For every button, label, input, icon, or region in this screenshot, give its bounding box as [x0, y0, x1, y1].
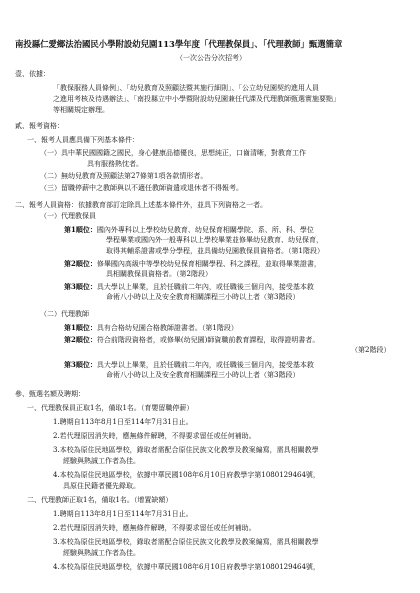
priority-text-continued: 命術八小時以上及安全教育相關課程三小時以上者（第3階段）: [106, 371, 300, 379]
priority-item: [64, 335, 319, 345]
priority-text: 修畢國內高級中等學校幼兒保育相關學程、科之課程，並取得畢業證書，: [96, 260, 321, 268]
priority-text-continued: 具相關教保員資格者。（第2階段）: [106, 270, 212, 278]
priority-item: [64, 282, 314, 292]
category-heading: （二）代理教師: [40, 310, 89, 318]
list-item-continued: 具原住民籍者優先錄取。: [63, 482, 140, 490]
section-heading-qualification: 貳、報考資格：: [15, 122, 64, 130]
priority-text-continued: 取得其輔系證書或學分學程，並具備幼兒園教保員資格者。（第1階段）: [106, 247, 324, 255]
priority-item: [64, 225, 314, 235]
list-item: 2.若代理原因消失時，應無條件解聘，不得要求留任或任何補助。: [53, 524, 256, 532]
basis-line: 之進用考核及待遇辦法」、「南投縣立中小學暨附設幼兒園兼任代課及代理教師甄選實施要點」: [53, 95, 340, 103]
list-item: 3.本校為原住民地區學校，錄取者需配合原住民族文化教學及教案編寫，需具相關教學: [53, 538, 319, 546]
list-item: 4.本校為原住民地區學校，依據中華民國108年6月10日府教學字第1080129464號，: [53, 471, 320, 479]
priority-text: 具有合格幼兒園合格教師證書者。（第1階段）: [96, 324, 238, 332]
priority-item: [64, 259, 321, 269]
priority-text-continued: 學程畢業或國內外一般專科以上學校畢業並修畢幼兒教育、幼兒保育，: [106, 236, 323, 244]
section-heading-basis: 壹、依據：: [15, 70, 50, 78]
list-item: 4.本校為原住民地區學校，依據中華民國108年6月10日府教學字第1080129464號，: [53, 563, 320, 571]
subsection-heading: 一、報考人員應具備下列基本條件：: [27, 136, 139, 144]
list-item-continued: 經驗與熱誠工作者為佳。: [63, 549, 140, 557]
basis-line: 等相關規定辦理。: [53, 106, 109, 114]
priority-label: 第1順位：: [64, 225, 97, 234]
priority-label: 第3順位：: [64, 360, 97, 369]
list-item-continued: 具有服務熱忱者。: [87, 160, 143, 168]
list-item: （二）無幼兒教育及照顧法第27條第1項各款情形者。: [40, 172, 208, 180]
priority-text: 符合前階段資格者，或修畢(幼兒園)師資職前教育課程，取得證明書者。: [96, 336, 320, 344]
page-subtitle: （一次公告分次招考）: [176, 54, 246, 62]
subsection-heading: 一、代理教保員正取1名，備取1名。（育嬰留職停薪）: [27, 404, 194, 412]
list-item: （一）具中華民國國籍之國民，身心健康品德優良，思想純正，口齒清晰，對教育工作: [40, 149, 306, 157]
priority-item: [64, 323, 238, 333]
list-item: 1.聘期自113年8月1日至114年7月31日止。: [53, 510, 193, 518]
priority-text: 具大學以上畢業，且於任職前二年內，或任職後三個月內，接受基本救: [96, 283, 314, 291]
list-item: 1.聘期自113年8月1日至114年7月31日止。: [53, 418, 193, 426]
priority-label: 第2順位：: [64, 259, 97, 268]
basis-line: 「教保服務人員條例」、「幼兒教育及照顧法暨其施行細則」、「公立幼兒園契約進用人員: [53, 84, 319, 92]
category-heading: （一）代理教保員: [40, 212, 96, 220]
subsection-heading: 二、報考人員資格：依據教育部訂定除具上述基本條件外，並具下列資格之一者。: [15, 201, 267, 209]
priority-label: 第3順位：: [64, 282, 97, 291]
list-item: 3.本校為原住民地區學校，錄取者需配合原住民族文化教學及教案編寫，需具相關教學: [53, 446, 319, 454]
priority-text: 具大學以上畢業，且於任職前二年內，或任職後三個月內，接受基本救: [96, 361, 314, 369]
priority-text-continued: 命術八小時以上及安全教育相關課程三小時以上者（第3階段）: [106, 293, 300, 301]
priority-label: 第2順位：: [64, 335, 97, 344]
priority-label: 第1順位：: [64, 323, 97, 332]
list-item: 2.若代理原因消失時，應無條件解聘，不得要求留任或任何補助。: [53, 432, 256, 440]
priority-text: 國內外專科以上學校幼兒教育、幼兒保育相關學院、系、所、科、學位: [96, 226, 314, 234]
list-item-continued: 經驗與熱誠工作者為佳。: [63, 457, 140, 465]
subsection-heading: 二、代理教師正取1名，備取1名。（增置缺額）: [27, 496, 173, 504]
page-title: 南投縣仁愛鄉法治國民小學附設幼兒園113學年度「代理教保員」、「代理教師」甄選簡章: [15, 39, 343, 49]
priority-item: [64, 360, 314, 370]
list-item: （三）留職停薪中之教師與以不適任教師資遣或退休者不得報考。: [40, 184, 243, 192]
section-heading-quota: 參、甄選名額及聘期：: [15, 390, 85, 398]
priority-text-continued: （第2階段）: [351, 346, 391, 354]
